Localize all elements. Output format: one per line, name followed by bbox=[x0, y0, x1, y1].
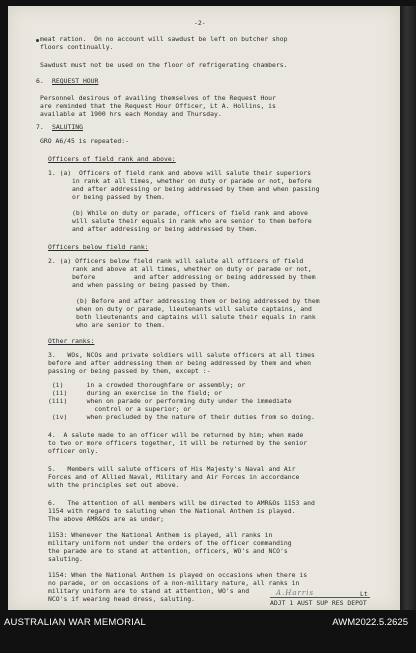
scan-edge bbox=[400, 6, 416, 610]
text-line: 1. (a) Officers of field rank and above will salute their superiors bbox=[48, 169, 311, 177]
signature-scribble: A.Harris bbox=[276, 589, 315, 597]
text-line: no parade, or on occasions of a non-military nature, all ranks in bbox=[48, 579, 300, 587]
text-line: control or a superior; or bbox=[48, 405, 192, 413]
text-line: and when passing or being passed by them. bbox=[72, 281, 231, 289]
text-line: 3. WOs, NCOs and private soldiers will salute officers at all times bbox=[48, 351, 315, 359]
section-heading: Officers below field rank: bbox=[48, 243, 149, 251]
text-line: (i) in a crowded thoroughfare or assembly; or bbox=[48, 381, 246, 389]
text-line: 1153: Whenever the National Anthem is played, all ranks in bbox=[48, 531, 273, 539]
footer-institution: AUSTRALIAN WAR MEMORIAL bbox=[4, 617, 147, 628]
text-line: 2. (a) Officers below field rank will salute all officers of field bbox=[48, 257, 304, 265]
text-line: military uniform not under the orders of the officer commanding bbox=[48, 539, 292, 547]
signoff-line bbox=[270, 597, 370, 598]
footer-accession-number: AWM2022.5.2625 bbox=[332, 617, 408, 628]
archive-footer bbox=[0, 611, 416, 653]
text-line: Sawdust must not be used on the floor of refrigerating chambers. bbox=[40, 61, 288, 69]
text-line: (b) While on duty or parade, officers of field rank and above bbox=[72, 209, 308, 217]
text-line: will salute their equals in rank who are senior to them before bbox=[72, 217, 312, 225]
text-line: meat ration. On no account will sawdust be left on butcher shop bbox=[40, 35, 288, 43]
text-line: both lieutenants and captains will salute their equals in rank bbox=[76, 313, 316, 321]
text-line: military uniform are to stand at attention, WO's and bbox=[48, 587, 250, 595]
text-line: rank and above at all times, whether on duty or parade or not, bbox=[72, 265, 312, 273]
text-line: NCO's if wearing head dress, saluting. bbox=[48, 595, 195, 603]
text-line: when on duty or parade, lieutenants will salute captains, and bbox=[76, 305, 312, 313]
text-line: 1154 with regard to saluting when the National Anthem is played. bbox=[48, 507, 296, 515]
section-number: 6. bbox=[36, 77, 44, 85]
text-line: 5. Members will salute officers of His Majesty's Naval and Air bbox=[48, 465, 296, 473]
text-line: floors continually. bbox=[40, 43, 114, 51]
section-heading: Officers of field rank and above: bbox=[48, 155, 176, 163]
text-line: with the principles set out above. bbox=[48, 481, 180, 489]
text-line: before and after addressing them or being addressed by them and when bbox=[48, 359, 311, 367]
text-line: The above AMR&Os are as under; bbox=[48, 515, 165, 523]
text-line: and after addressing or being addressed by them. bbox=[72, 225, 258, 233]
text-line: (b) Before and after addressing them or being addressed by them bbox=[76, 297, 320, 305]
text-line: or being passed by them. bbox=[72, 193, 165, 201]
text-line: (ii) during an exercise in the field; or bbox=[48, 389, 223, 397]
text-line: GRO A6/45 is repeated:- bbox=[40, 137, 129, 145]
section-heading: REQUEST HOUR bbox=[52, 77, 99, 85]
text-line: (iv) when precluded by the nature of their duties from so doing. bbox=[48, 413, 315, 421]
text-line: officer only. bbox=[48, 447, 99, 455]
text-line: 6. The attention of all members will be directed to AMR&Os 1153 and bbox=[48, 499, 315, 507]
text-line: who are senior to them. bbox=[76, 321, 165, 329]
text-line: saluting. bbox=[48, 555, 83, 563]
text-line: in rank at all times, whether on duty or parade or not, before bbox=[72, 177, 312, 185]
text-line: available at 1900 hrs each Monday and Thursday. bbox=[40, 110, 222, 118]
bullet-dot bbox=[36, 39, 39, 42]
text-line: are reminded that the Request Hour Officer, Lt A. Hollins, is bbox=[40, 102, 276, 110]
text-line: (iii) when on parade or performing duty under the immediate bbox=[48, 397, 292, 405]
signoff-rank: Lt bbox=[360, 590, 368, 598]
text-line: the parade are to stand at attention, officers, WO's and NCO's bbox=[48, 547, 288, 555]
page-number: -2- bbox=[194, 19, 206, 27]
document-page bbox=[8, 6, 400, 610]
text-line: passing or being passed by them, except :- bbox=[48, 367, 211, 375]
text-line: 4. A salute made to an officer will be returned by him; when made bbox=[48, 431, 304, 439]
section-heading: SALUTING bbox=[52, 123, 83, 131]
text-line: and after addressing or being addressed by them and when passing bbox=[72, 185, 320, 193]
text-line: before and after addressing or being addressed by them bbox=[72, 273, 316, 281]
text-line: Personnel desirous of availing themselves of the Request Hour bbox=[40, 94, 276, 102]
text-line: to two or more officers together, it will be returned by the senior bbox=[48, 439, 308, 447]
section-number: 7. bbox=[36, 123, 44, 131]
text-line: 1154: When the National Anthem is played on occasions when there is bbox=[48, 571, 308, 579]
text-line: Forces and of Allied Naval, Military and Air Forces in accordance bbox=[48, 473, 300, 481]
section-heading: Other ranks: bbox=[48, 337, 95, 345]
signoff-title: ADJT 1 AUST SUP RES DEPOT bbox=[270, 599, 367, 607]
